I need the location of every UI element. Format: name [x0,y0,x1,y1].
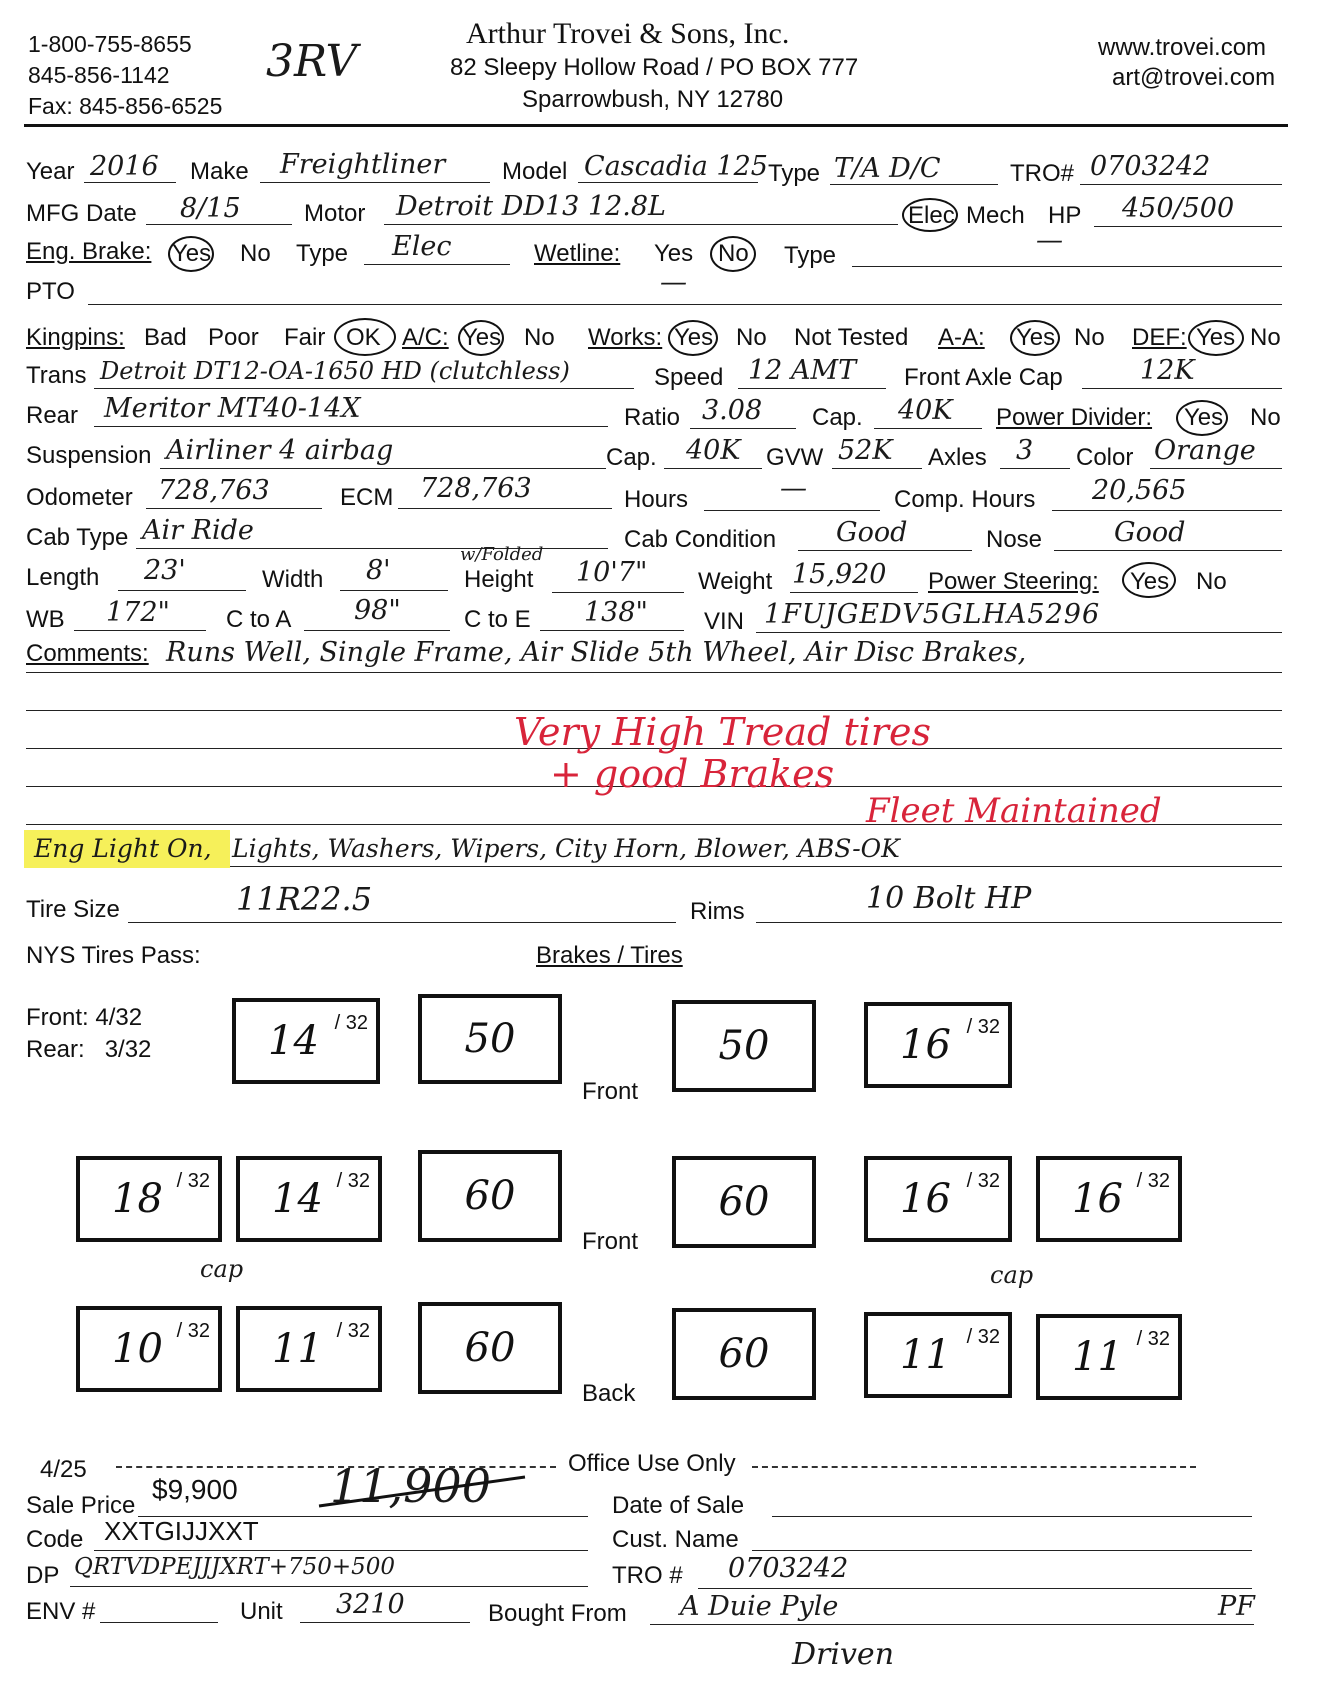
dp-line [70,1586,588,1587]
hp-label: HP [1048,202,1082,229]
hours-line [704,510,880,511]
tire-size-value: 11R22.5 [236,880,373,918]
make-value: Freightliner [280,149,446,180]
weight-value: 15,920 [792,559,887,590]
steer-left-brake: 50 [418,994,562,1084]
comments-text-1: Runs Well, Single Frame, Air Slide 5th Wheel, Air Disc Brakes, [166,637,1027,668]
speed-value: 12 AMT [748,355,857,386]
c-to-a-label: C to A [226,606,292,633]
suspension-label: Suspension [26,442,152,469]
phone-2: 845-856-1142 [28,62,170,88]
drive2-left-brake: 60 [418,1302,562,1394]
def-label: DEF: [1132,324,1187,351]
works-not-tested: Not Tested [794,324,909,351]
type-line [830,184,998,185]
cap-note-right: cap [990,1261,1034,1289]
trans-label: Trans [26,362,87,389]
power-steering-label: Power Steering: [928,568,1099,595]
wb-line [74,630,206,631]
wetline-yes: Yes [654,240,694,267]
axles-value: 3 [1016,435,1034,466]
works-yes: Yes [674,324,714,351]
trans-value: Detroit DT12-OA-1650 HD (clutchless) [100,357,570,385]
bought-from-value: A Duie Pyle [680,1591,839,1622]
susp-cap-label: Cap. [606,444,657,471]
cab-type-value: Air Ride [142,515,254,546]
make-line [260,182,490,183]
ecm-value: 728,763 [420,473,532,504]
eng-brake-type-line [364,264,510,265]
steer-left-tread: 14 / 32 [232,998,380,1084]
gvw-value: 52K [838,435,893,466]
suspension-line [160,468,606,469]
eng-brake-yes: Yes [172,240,212,267]
brakes-tires-heading: Brakes / Tires [536,942,683,969]
ac-no: No [524,324,555,351]
elec-label: Elec [908,202,955,229]
vin-line [756,632,1282,633]
handwritten-code: 3RV [266,36,358,87]
rear-value: Meritor MT40-14X [104,393,361,424]
year-label: Year [26,158,75,185]
comments-label: Comments: [26,640,149,667]
drive2-right-inner-tread: 11 / 32 [864,1312,1012,1398]
height-value: 10'7" [576,557,648,588]
ac-yes: Yes [462,324,502,351]
ecm-line [398,508,612,509]
company-address-2: Sparrowbush, NY 12780 [522,86,784,113]
motor-line [384,224,898,225]
pto-line [88,304,1282,305]
aa-yes: Yes [1016,324,1056,351]
power-steering-no: No [1196,568,1227,595]
tro-num-value: 0703242 [728,1553,849,1584]
drive1-left-brake: 60 [418,1150,562,1242]
works-label: Works: [588,324,663,351]
mech-label: Mech [966,202,1025,229]
unit-label: Unit [240,1598,283,1625]
aa-label: A-A: [938,324,985,351]
front-axle-cap-label: Front Axle Cap [904,364,1063,391]
wetline-type-label: Type [784,242,837,269]
width-label: Width [262,566,324,593]
vin-value: 1FUJGEDV5GLHA5296 [764,599,1101,630]
nose-line [1054,550,1282,551]
axles-line [1000,468,1070,469]
rear-line [94,426,608,427]
dp-value: QRTVDPEJJJXRT+750+500 [74,1554,396,1580]
length-label: Length [26,564,100,591]
company-email: art@trovei.com [1112,64,1276,91]
c-to-a-value: 98" [354,595,401,626]
weight-line [790,592,918,593]
sale-price-value: $9,900 [152,1474,238,1505]
eng-brake-type-value: Elec [392,231,452,262]
color-label: Color [1076,444,1134,471]
phone-1: 1-800-755-8655 [28,31,192,57]
red-note-1: Very High Tread tires [514,710,931,754]
cab-type-label: Cab Type [26,524,129,551]
year-value: 2016 [90,151,159,182]
wetline-type-value: — [1036,225,1063,256]
drive1-left-outer-tread: 18 / 32 [76,1156,222,1242]
comments-line-1 [26,672,1282,673]
wb-value: 172" [106,597,170,628]
unit-line [300,1622,470,1623]
susp-cap-value: 40K [686,435,741,466]
rear-cap-label: Cap. [812,404,863,431]
tire-size-line [128,922,676,923]
cab-condition-line [798,550,972,551]
comp-hours-line [1052,510,1282,511]
ecm-label: ECM [340,484,394,511]
sale-price-label: Sale Price [26,1492,136,1519]
wetline-label: Wetline: [534,240,621,267]
nose-value: Good [1114,517,1186,548]
eng-brake-no: No [240,240,271,267]
works-no: No [736,324,767,351]
mfg-date-value: 8/15 [180,193,241,224]
ratio-line [690,428,796,429]
steer-front-label: Front [582,1078,639,1105]
ratio-label: Ratio [624,404,681,431]
type-value: T/A D/C [834,153,941,184]
steer-right-tread: 16 / 32 [864,1002,1012,1088]
c-to-a-line [304,630,450,631]
mfg-date-label: MFG Date [26,200,137,227]
pto-label: PTO [26,278,75,305]
c-to-e-line [540,630,684,631]
cab-condition-value: Good [836,517,908,548]
make-label: Make [190,158,249,185]
drive1-right-brake: 60 [672,1156,816,1248]
old-price: 11,900 [330,1459,491,1513]
mfg-date-line [146,224,292,225]
kingpins-ok: OK [346,324,381,351]
aa-no: No [1074,324,1105,351]
length-line [118,590,246,591]
speed-line [738,388,886,389]
date-of-sale-label: Date of Sale [612,1492,745,1519]
hours-label: Hours [624,486,689,513]
tro-value: 0703242 [1090,151,1211,182]
odometer-value: 728,763 [158,475,270,506]
width-value: 8' [366,555,391,586]
code-line [94,1550,588,1551]
model-label: Model [502,158,568,185]
bought-from-line [650,1624,1254,1625]
drive2-left-outer-tread: 10 / 32 [76,1306,222,1392]
cust-name-label: Cust. Name [612,1526,739,1553]
tro-label: TRO# [1010,160,1075,187]
color-line [1150,468,1282,469]
def-no: No [1250,324,1281,351]
comments-last: Lights, Washers, Wipers, City Horn, Blower, ABS-OK [232,834,900,863]
nose-label: Nose [986,526,1043,553]
susp-cap-line [664,468,762,469]
rear-label: Rear [26,402,79,429]
nys-front-min: Front: 4/32 [26,1004,143,1031]
drive2-right-brake: 60 [672,1308,816,1400]
power-steering-yes: Yes [1130,568,1170,595]
nys-tires-pass-label: NYS Tires Pass: [26,942,201,969]
tro-num-label: TRO # [612,1562,683,1589]
tire-size-label: Tire Size [26,896,120,923]
pto-value: — [660,267,687,298]
wetline-no: No [718,240,749,267]
rear-cap-line [874,428,982,429]
company-name: Arthur Trovei & Sons, Inc. [466,17,790,50]
cab-condition-label: Cab Condition [624,526,777,553]
odometer-label: Odometer [26,484,133,511]
eng-brake-type-label: Type [296,240,349,267]
height-line [552,592,684,593]
red-note-2: + good Brakes [550,752,835,796]
ac-label: A/C: [402,324,449,351]
year-line [84,182,176,183]
drive1-left-inner-tread: 14 / 32 [236,1156,382,1242]
trans-line [94,388,634,389]
rims-line [756,922,1282,923]
fax-number: Fax: 845-856-6525 [28,93,223,119]
motor-label: Motor [304,200,366,227]
dp-label: DP [26,1562,60,1589]
header-rule [24,124,1288,127]
comp-hours-label: Comp. Hours [894,486,1036,513]
comp-hours-value: 20,565 [1092,475,1187,506]
gvw-line [832,468,922,469]
axles-label: Axles [928,444,987,471]
kingpins-bad: Bad [144,324,187,351]
date-of-sale-line [772,1516,1252,1517]
front-axle-cap-value: 12K [1140,355,1195,386]
model-line [578,182,758,183]
motor-value: Detroit DD13 12.8L [396,191,666,222]
type-label: Type [768,160,821,187]
drive1-front-label: Front [582,1228,639,1255]
kingpins-poor: Poor [208,324,259,351]
rims-label: Rims [690,898,745,925]
power-divider-label: Power Divider: [996,404,1153,431]
company-address-1: 82 Sleepy Hollow Road / PO BOX 777 [450,54,859,81]
def-yes: Yes [1196,324,1236,351]
odometer-line [146,508,322,509]
ratio-value: 3.08 [702,395,763,426]
driven-note: Driven [792,1637,895,1672]
model-value: Cascadia 125 [584,151,768,182]
cap-note-left: cap [200,1255,244,1283]
width-line [340,590,448,591]
code-value: XXTGIJJXXT [104,1516,259,1546]
env-line [100,1622,218,1623]
height-label: Height [464,566,534,593]
tro-line [1080,184,1282,185]
vin-label: VIN [704,608,745,635]
rear-cap-value: 40K [898,395,953,426]
kingpins-fair: Fair [284,324,326,351]
power-divider-no: No [1250,404,1281,431]
front-axle-cap-line [1082,388,1282,389]
drive2-right-outer-tread: 11 / 32 [1036,1314,1182,1400]
length-value: 23' [144,555,186,586]
nys-rear-min: Rear: 3/32 [26,1036,152,1063]
code-label: Code [26,1526,84,1553]
weight-label: Weight [698,568,773,595]
env-label: ENV # [26,1598,96,1625]
red-note-3: Fleet Maintained [866,791,1162,831]
office-use-only-label: Office Use Only [568,1450,736,1477]
office-date-note: 4/25 [40,1456,87,1483]
highlighted-note: Eng Light On, [34,834,212,863]
drive1-right-outer-tread: 16 / 32 [1036,1156,1182,1242]
color-value: Orange [1154,435,1256,466]
drive2-left-inner-tread: 11 / 32 [236,1306,382,1392]
pf-note: PF [1218,1591,1255,1622]
eng-brake-label: Eng. Brake: [26,238,152,265]
rims-value: 10 Bolt HP [866,881,1032,916]
steer-right-brake: 50 [672,1000,816,1092]
company-website: www.trovei.com [1098,34,1267,61]
c-to-e-value: 138" [584,597,648,628]
hours-value: — [780,473,807,504]
unit-value: 3210 [336,1589,405,1620]
wb-label: WB [26,606,65,633]
speed-label: Speed [654,364,724,391]
power-divider-yes: Yes [1184,404,1224,431]
bought-from-label: Bought From [488,1600,627,1627]
hp-line [1094,226,1282,227]
tro-num-line [698,1588,1252,1589]
suspension-value: Airliner 4 airbag [166,435,394,466]
hp-value: 450/500 [1122,193,1235,224]
gvw-label: GVW [766,444,824,471]
kingpins-label: Kingpins: [26,324,125,351]
wetline-type-line [852,266,1282,267]
c-to-e-label: C to E [464,606,531,633]
height-note: w/Folded [460,544,544,565]
drive1-right-inner-tread: 16 / 32 [864,1156,1012,1242]
drive2-back-label: Back [582,1380,636,1407]
cust-name-line [752,1550,1252,1551]
office-dash-right [752,1466,1196,1468]
